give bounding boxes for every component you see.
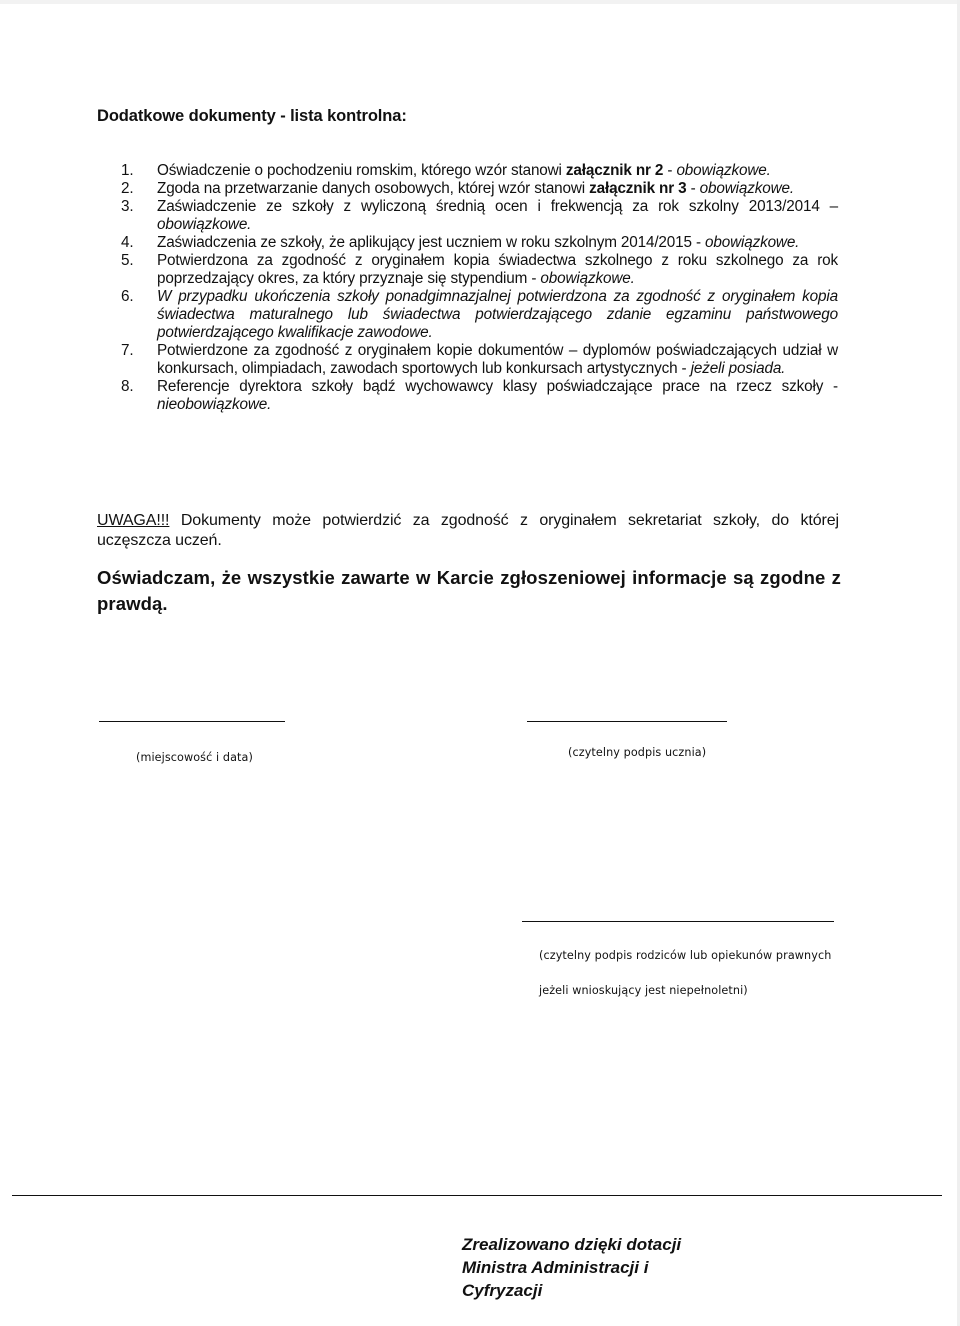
funding-note-line1: Zrealizowano dzięki dotacji: [462, 1235, 682, 1254]
place-date-signature-line: [99, 721, 285, 722]
list-item: [121, 378, 838, 414]
item-text: W przypadku ukończenia szkoły ponadgimnazjalnej potwierdzona za zgodność z oryginałem kopia świadectwa maturalnego lub świadectwa potwierdzającego zdanie egzaminu państwowego potwierdzającego kwalifikacje zawodowe.: [157, 288, 838, 341]
item-text: Oświadczenie o pochodzeniu romskim, którego wzór stanowi załącznik nr 2 - obowiązkowe.: [157, 162, 771, 179]
student-signature-line: [527, 721, 727, 722]
item-text: Potwierdzone za zgodność z oryginałem kopie dokumentów – dyplomów poświadczających udział w konkursach, olimpiadach, zawodach sportowych lub konkursach artystycznych - jeżeli posiada.: [157, 342, 838, 377]
item-text: Zgoda na przetwarzanie danych osobowych, której wzór stanowi załącznik nr 3 - obowiązkowe.: [157, 180, 794, 197]
list-item: [121, 342, 838, 378]
item-text: Referencje dyrektora szkoły bądź wychowawcy klasy poświadczające prace na rzecz szkoły - nieobowiązkowe.: [157, 378, 838, 413]
checklist: [121, 162, 838, 414]
footer-divider: [12, 1195, 942, 1196]
parent-signature-line: [522, 921, 834, 922]
list-item: [121, 288, 838, 342]
list-item: [121, 162, 838, 180]
item-text: Potwierdzona za zgodność z oryginałem kopia świadectwa szkolnego z roku szkolnego za rok poprzedzający okres, za który przyznaje się stypendium - obowiązkowe.: [157, 252, 838, 287]
item-number: 3.: [121, 198, 134, 215]
funding-note-line2: Ministra Administracji i Cyfryzacji: [462, 1258, 649, 1300]
item-number: 4.: [121, 234, 134, 251]
warning-text: Dokumenty może potwierdzić za zgodność z oryginałem sekretariat szkoły, do której uczęszcza uczeń.: [97, 512, 839, 549]
declaration: Oświadczam, że wszystkie zawarte w Karcie zgłoszeniowej informacje są zgodne z prawdą.: [97, 567, 841, 614]
item-text: Zaświadczenie ze szkoły z wyliczoną średnią ocen i frekwencją za rok szkolny 2013/2014 – obowiązkowe.: [157, 198, 838, 233]
item-number: 6.: [121, 288, 134, 305]
item-number: 1.: [121, 162, 134, 179]
list-item: [121, 198, 838, 234]
scan-edge-top: [0, 0, 960, 4]
item-number: 5.: [121, 252, 134, 269]
parent-signature-caption-line2: jeżeli wnioskujący jest niepełnoletni): [539, 984, 748, 997]
item-number: 2.: [121, 180, 134, 197]
warning-note: [97, 511, 839, 551]
checklist-heading: Dodatkowe dokumenty - lista kontrolna:: [97, 107, 407, 125]
list-item: [121, 252, 838, 288]
funding-note: [462, 1233, 722, 1302]
item-text: Zaświadczenia ze szkoły, że aplikujący jest uczniem w roku szkolnym 2014/2015 - obowiązkowe.: [157, 234, 800, 251]
warning-label: UWAGA!!!: [97, 512, 170, 529]
parent-signature-caption-line1: (czytelny podpis rodziców lub opiekunów prawnych: [539, 949, 832, 962]
list-item: [121, 180, 838, 198]
place-date-caption: (miejscowość i data): [136, 751, 253, 764]
student-signature-caption: (czytelny podpis ucznia): [568, 746, 707, 759]
item-number: 8.: [121, 378, 134, 395]
item-number: 7.: [121, 342, 134, 359]
list-item: [121, 234, 838, 252]
